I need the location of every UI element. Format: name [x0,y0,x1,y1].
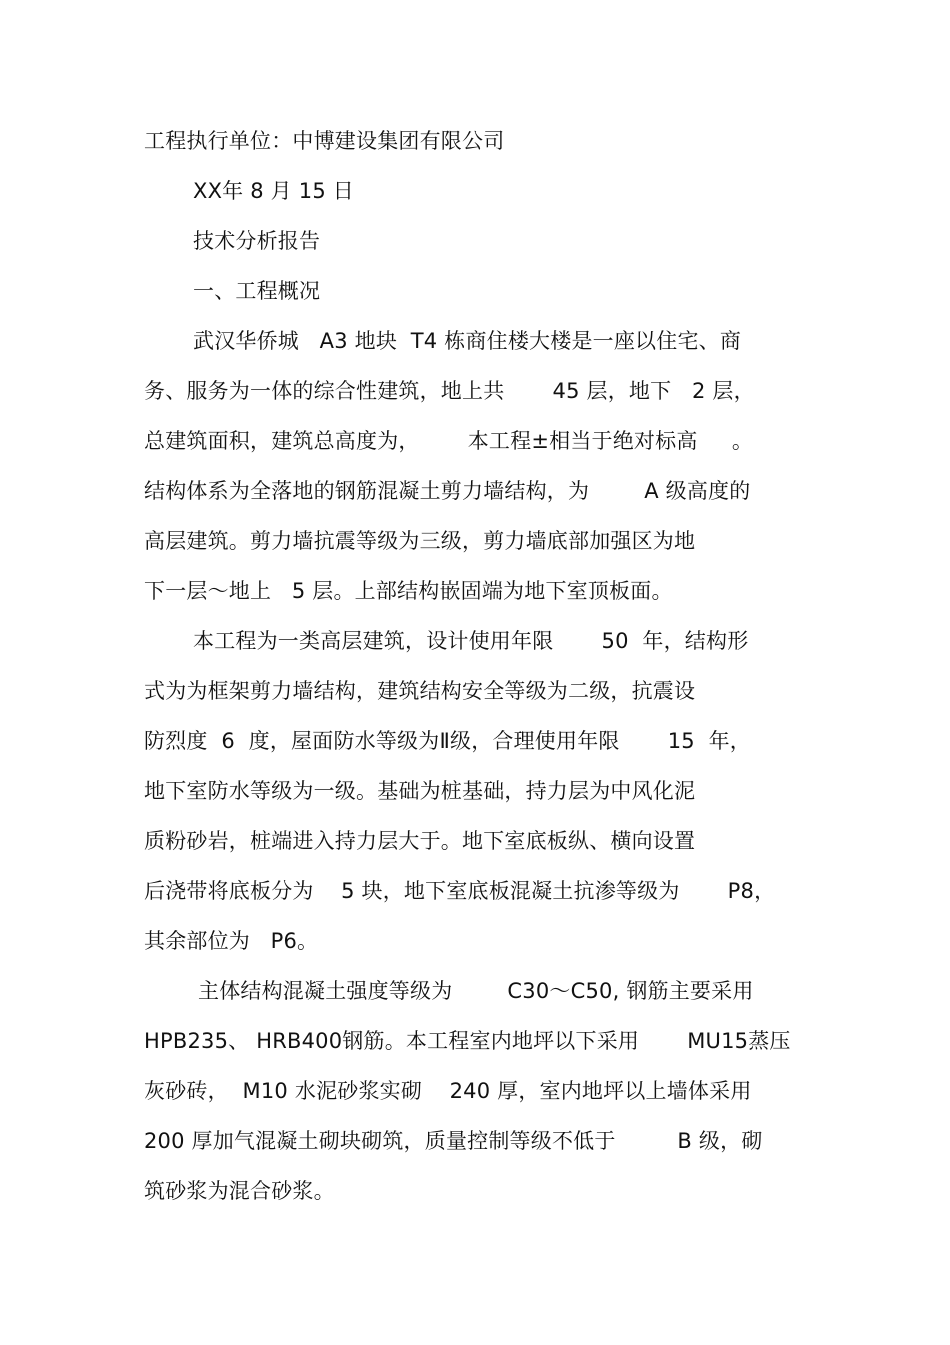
paragraph-2-line-6: 后浇带将底板分为 5 块，地下室底板混凝土抗渗等级为 P8， [144,879,776,903]
date-line: XX年 8 月 15 日 [193,179,354,203]
paragraph-2-line-1: 本工程为一类高层建筑，设计使用年限 50 年，结构形 [193,629,749,653]
paragraph-1-line-2: 务、服务为一体的综合性建筑，地上共 45 层，地下 2 层， [144,379,755,403]
paragraph-3-line-5: 筑砂浆为混合砂浆。 [144,1179,335,1203]
paragraph-1-line-1: 武汉华侨城 A3 地块 T4 栋商住楼大楼是一座以住宅、商 [193,329,742,353]
section-heading: 一、工程概况 [193,279,321,303]
paragraph-2-line-3: 防烈度 6 度，屋面防水等级为Ⅱ级，合理使用年限 15 年， [144,729,751,753]
paragraph-1-line-5: 高层建筑。剪力墙抗震等级为三级，剪力墙底部加强区为地 [144,529,696,553]
paragraph-2-line-7: 其余部位为 P6。 [144,929,319,953]
paragraph-2-line-5: 质粉砂岩，桩端进入持力层大于。地下室底板纵、横向设置 [144,829,696,853]
paragraph-3-line-3: 灰砂砖， M10 水泥砂浆实砌 240 厚，室内地坪以上墙体采用 [144,1079,752,1103]
paragraph-3-line-1: 主体结构混凝土强度等级为 C30～C50, 钢筋主要采用 [198,979,754,1003]
paragraph-1-line-3: 总建筑面积，建筑总高度为， 本工程±相当于绝对标高 。 [144,429,754,453]
paragraph-2-line-2: 式为为框架剪力墙结构，建筑结构安全等级为二级，抗震设 [144,679,696,703]
paragraph-2-line-4: 地下室防水等级为一级。基础为桩基础，持力层为中风化泥 [144,779,696,803]
paragraph-1-line-6: 下一层～地上 5 层。上部结构嵌固端为地下室顶板面。 [144,579,673,603]
paragraph-1-line-4: 结构体系为全落地的钢筋混凝土剪力墙结构，为 A 级高度的 [144,479,751,503]
report-title: 技术分析报告 [193,229,321,253]
execution-unit-line: 工程执行单位：中博建设集团有限公司 [144,129,505,153]
paragraph-3-line-4: 200 厚加气混凝土砌块砌筑，质量控制等级不低于 B 级，砌 [144,1129,763,1153]
paragraph-3-line-2: HPB235、 HRB400钢筋。本工程室内地坪以下采用 MU15蒸压 [144,1029,791,1053]
